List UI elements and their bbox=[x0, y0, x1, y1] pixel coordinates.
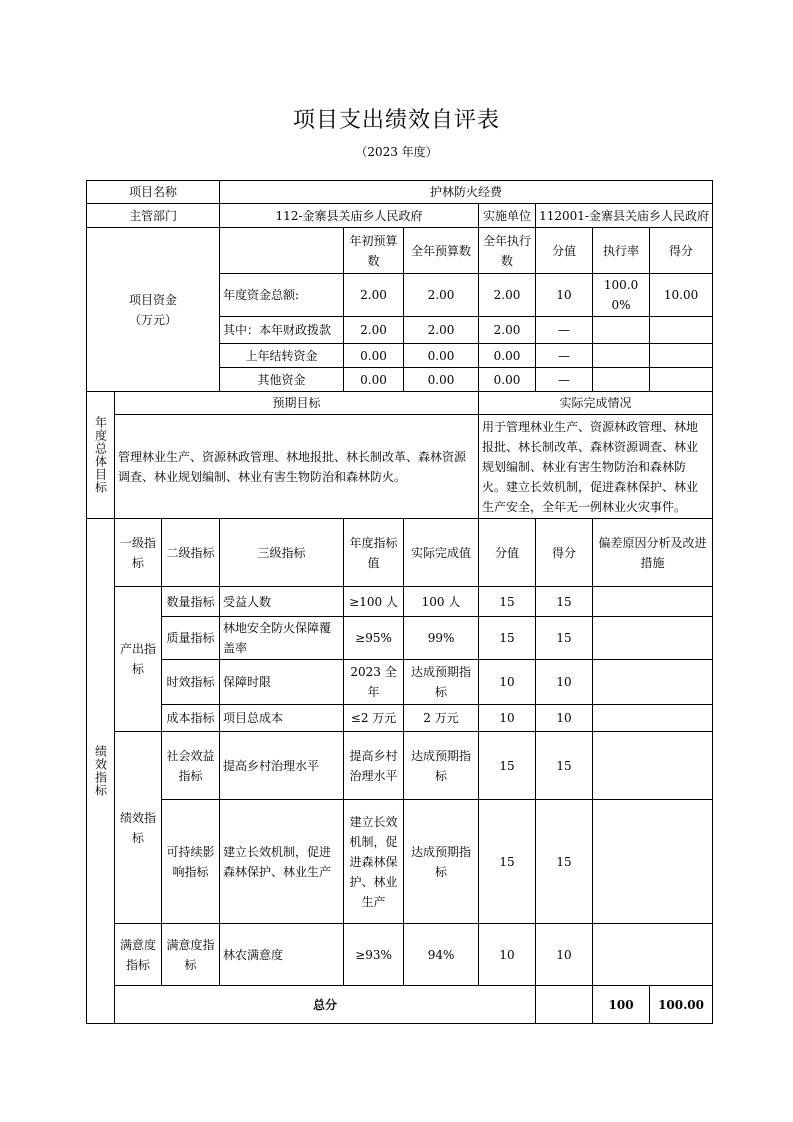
total-blank bbox=[536, 986, 593, 1024]
perf-row-score: 15 bbox=[536, 800, 593, 924]
perf-row-target: 2023 全年 bbox=[344, 660, 404, 705]
perf-row-score: 10 bbox=[536, 660, 593, 705]
dept-label: 主管部门 bbox=[87, 204, 220, 228]
project-name-value: 护林防火经费 bbox=[220, 181, 713, 204]
perf-header-score: 得分 bbox=[536, 519, 593, 587]
funds-row-executed: 2.00 bbox=[479, 274, 536, 317]
perf-row-level3: 保障时限 bbox=[220, 660, 344, 705]
unit-value: 112001-金寨县关庙乡人民政府 bbox=[536, 204, 713, 228]
funds-row-score-value: — bbox=[536, 368, 593, 392]
funds-row-rate bbox=[593, 317, 650, 344]
perf-row-score: 10 bbox=[536, 924, 593, 986]
total-score: 100.00 bbox=[650, 986, 713, 1024]
project-name-label: 项目名称 bbox=[87, 181, 220, 204]
goals-expected-label: 预期目标 bbox=[115, 392, 479, 415]
funds-label bbox=[87, 228, 220, 392]
perf-row-reason bbox=[593, 732, 713, 800]
perf-row-level3: 林地安全防火保障覆盖率 bbox=[220, 617, 344, 660]
funds-header-rate: 执行率 bbox=[593, 228, 650, 274]
perf-group-level1: 产出指标 bbox=[115, 587, 162, 732]
funds-header-score-value: 分值 bbox=[536, 228, 593, 274]
goals-label: 年度总体目标 bbox=[87, 392, 115, 519]
funds-row-label: 年度资金总额: bbox=[220, 274, 344, 317]
funds-row-score-value: — bbox=[536, 344, 593, 368]
perf-label: 绩效指标 bbox=[87, 519, 115, 1024]
perf-header-level3: 三级指标 bbox=[220, 519, 344, 587]
perf-group-level1: 满意度指标 bbox=[115, 924, 162, 986]
funds-row-label: 上年结转资金 bbox=[220, 344, 344, 368]
dept-value: 112-金寨县关庙乡人民政府 bbox=[220, 204, 479, 228]
perf-header-reason: 偏差原因分析及改进措施 bbox=[593, 519, 713, 587]
funds-row-initial: 2.00 bbox=[344, 317, 404, 344]
perf-row-reason bbox=[593, 617, 713, 660]
funds-row-label: 其他资金 bbox=[220, 368, 344, 392]
perf-row-level3: 建立长效机制，促进森林保护、林业生产 bbox=[220, 800, 344, 924]
funds-row-rate bbox=[593, 368, 650, 392]
page-title: 项目支出绩效自评表 bbox=[292, 108, 500, 133]
funds-row-executed: 0.00 bbox=[479, 344, 536, 368]
perf-row-level2: 社会效益指标 bbox=[162, 732, 220, 800]
self-evaluation-table bbox=[86, 180, 713, 1024]
funds-row-score-value: — bbox=[536, 317, 593, 344]
perf-header-score-value: 分值 bbox=[479, 519, 536, 587]
perf-row-actual: 99% bbox=[404, 617, 479, 660]
perf-row-reason bbox=[593, 800, 713, 924]
perf-header-level2: 二级指标 bbox=[162, 519, 220, 587]
funds-row-score bbox=[650, 317, 713, 344]
funds-header-blank bbox=[220, 228, 344, 274]
perf-row-actual: 2 万元 bbox=[404, 705, 479, 732]
perf-row-level2: 可持续影响指标 bbox=[162, 800, 220, 924]
perf-row-score-value: 15 bbox=[479, 587, 536, 617]
funds-row-executed: 0.00 bbox=[479, 368, 536, 392]
perf-row-reason bbox=[593, 587, 713, 617]
perf-row-score: 15 bbox=[536, 617, 593, 660]
perf-header-target: 年度指标值 bbox=[344, 519, 404, 587]
funds-header-annual: 全年预算数 bbox=[404, 228, 479, 274]
funds-row-initial: 0.00 bbox=[344, 344, 404, 368]
perf-row-level3: 受益人数 bbox=[220, 587, 344, 617]
funds-row-initial: 2.00 bbox=[344, 274, 404, 317]
perf-row-level2: 数量指标 bbox=[162, 587, 220, 617]
perf-row-target: 建立长效机制，促进森林保护、林业生产 bbox=[344, 800, 404, 924]
funds-row-rate bbox=[593, 344, 650, 368]
goals-actual-label: 实际完成情况 bbox=[479, 392, 713, 415]
funds-row-executed: 2.00 bbox=[479, 317, 536, 344]
perf-row-level2: 时效指标 bbox=[162, 660, 220, 705]
perf-row-target: ≥95% bbox=[344, 617, 404, 660]
perf-row-level3: 项目总成本 bbox=[220, 705, 344, 732]
funds-header-executed: 全年执行数 bbox=[479, 228, 536, 274]
perf-row-level2: 质量指标 bbox=[162, 617, 220, 660]
perf-row-target: ≥100 人 bbox=[344, 587, 404, 617]
perf-row-score: 15 bbox=[536, 587, 593, 617]
funds-row-annual: 2.00 bbox=[404, 317, 479, 344]
total-label: 总分 bbox=[115, 986, 536, 1024]
perf-row-level3: 林农满意度 bbox=[220, 924, 344, 986]
funds-row-score-value: 10 bbox=[536, 274, 593, 317]
perf-row-score: 15 bbox=[536, 732, 593, 800]
perf-row-score-value: 15 bbox=[479, 732, 536, 800]
perf-row-score-value: 10 bbox=[479, 705, 536, 732]
goals-actual-text: 用于管理林业生产、资源林政管理、林地报批、林长制改革、森林资源调查、林业规划编制、林业有害生物防治和森林防火。建立长效机制，促进森林保护、林业生产安全，全年无一例林业火灾事件。 bbox=[479, 415, 713, 519]
funds-header-score: 得分 bbox=[650, 228, 713, 274]
unit-label: 实施单位 bbox=[479, 204, 536, 228]
perf-row-level2: 满意度指标 bbox=[162, 924, 220, 986]
funds-row-label: 其中：本年财政拨款 bbox=[220, 317, 344, 344]
perf-row-score-value: 15 bbox=[479, 617, 536, 660]
perf-row-score-value: 10 bbox=[479, 660, 536, 705]
goals-expected-text: 管理林业生产、资源林政管理、林地报批、林长制改革、森林资源调查、林业规划编制、林业有害生物防治和森林防火。 bbox=[115, 415, 479, 519]
perf-row-score-value: 15 bbox=[479, 800, 536, 924]
perf-row-target: ≤2 万元 bbox=[344, 705, 404, 732]
perf-row-target: ≥93% bbox=[344, 924, 404, 986]
funds-row-annual: 0.00 bbox=[404, 344, 479, 368]
perf-row-level3: 提高乡村治理水平 bbox=[220, 732, 344, 800]
funds-row-score: 10.00 bbox=[650, 274, 713, 317]
funds-header-initial: 年初预算数 bbox=[344, 228, 404, 274]
perf-row-actual: 达成预期指标 bbox=[404, 660, 479, 705]
funds-row-annual: 2.00 bbox=[404, 274, 479, 317]
funds-row-initial: 0.00 bbox=[344, 368, 404, 392]
page-subtitle: （2023 年度） bbox=[355, 145, 438, 159]
funds-row-score bbox=[650, 368, 713, 392]
perf-row-actual: 100 人 bbox=[404, 587, 479, 617]
funds-row-annual: 0.00 bbox=[404, 368, 479, 392]
perf-header-level1: 一级指标 bbox=[115, 519, 162, 587]
perf-row-level2: 成本指标 bbox=[162, 705, 220, 732]
perf-row-reason bbox=[593, 660, 713, 705]
perf-row-score: 10 bbox=[536, 705, 593, 732]
perf-row-actual: 达成预期指标 bbox=[404, 800, 479, 924]
total-score-value: 100 bbox=[593, 986, 650, 1024]
funds-row-score bbox=[650, 344, 713, 368]
perf-row-reason bbox=[593, 705, 713, 732]
perf-row-actual: 94% bbox=[404, 924, 479, 986]
perf-row-reason bbox=[593, 924, 713, 986]
perf-row-score-value: 10 bbox=[479, 924, 536, 986]
perf-row-target: 提高乡村治理水平 bbox=[344, 732, 404, 800]
perf-group-level1: 绩效指标 bbox=[115, 732, 162, 924]
funds-label-text: 项目资金 （万元） bbox=[129, 292, 178, 327]
perf-row-actual: 达成预期指标 bbox=[404, 732, 479, 800]
perf-header-actual: 实际完成值 bbox=[404, 519, 479, 587]
funds-row-rate: 100.00% bbox=[593, 274, 650, 317]
